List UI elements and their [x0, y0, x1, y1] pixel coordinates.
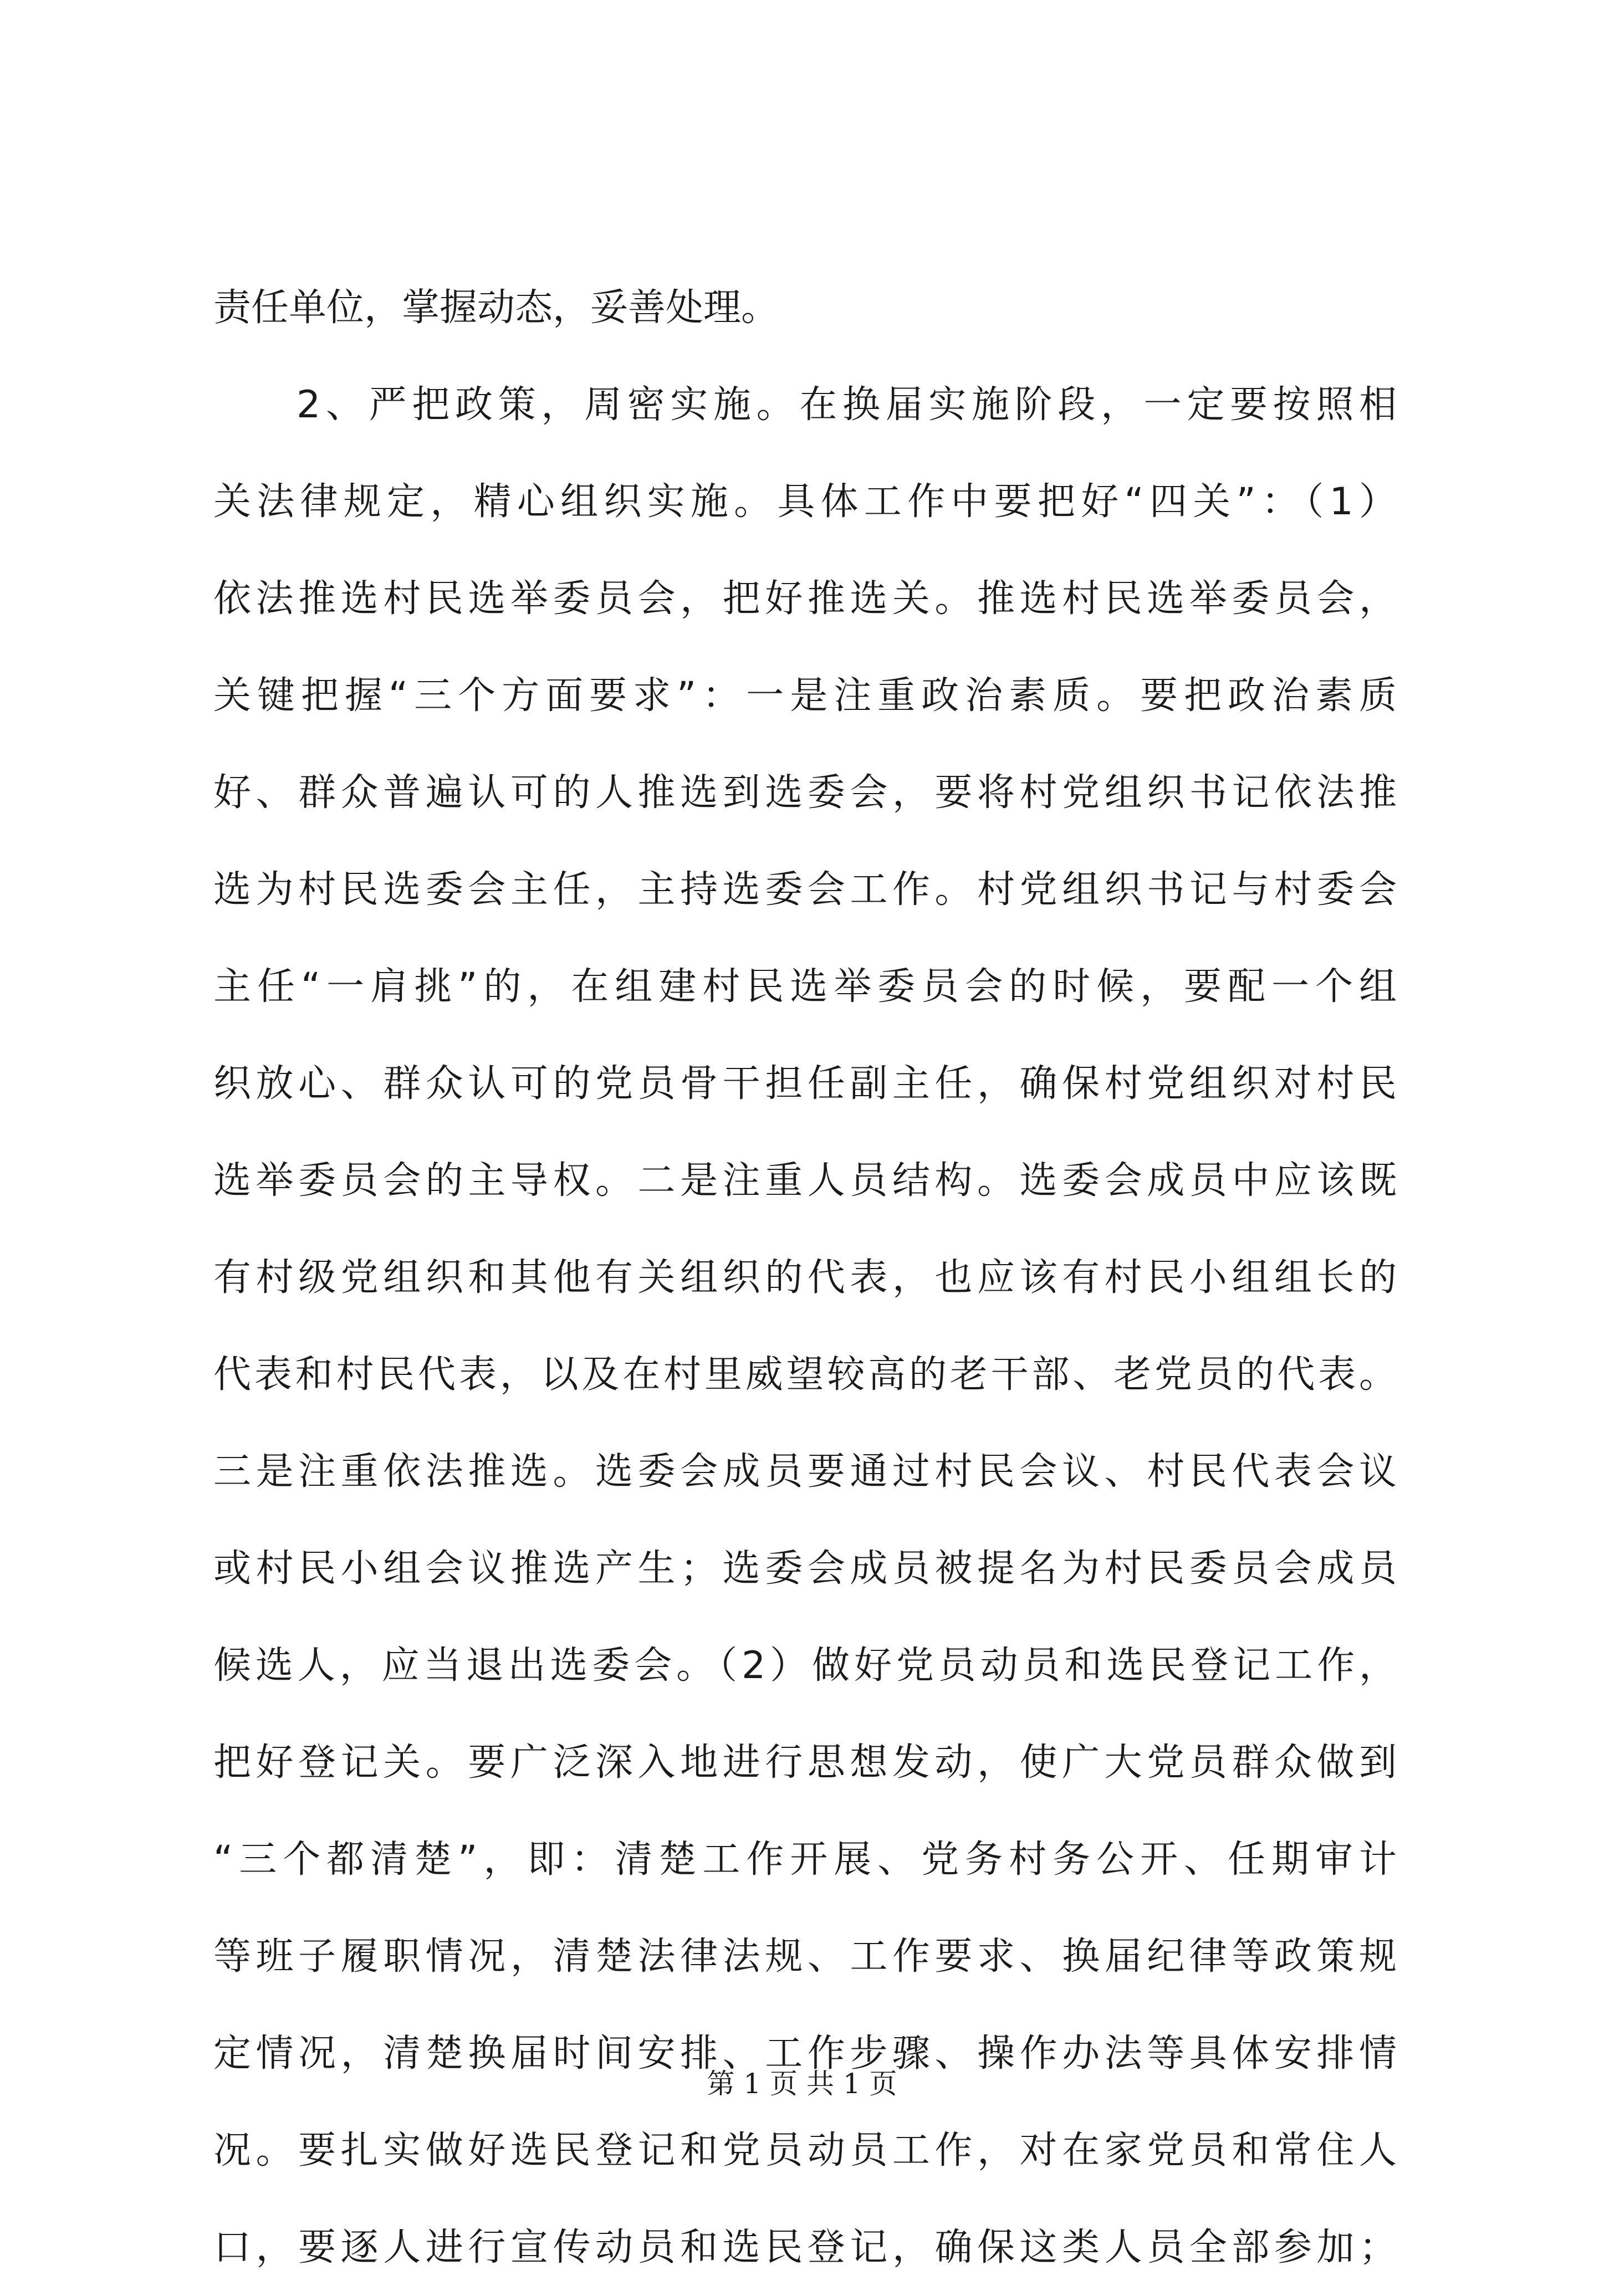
text-line: 关法律规定，精心组织实施。具体工作中要把好“四关”：（1）: [213, 480, 1397, 524]
text-line: 等班子履职情况，清楚法律法规、工作要求、换届纪律等政策规: [213, 1935, 1397, 1978]
text-line: “三个都清楚”，即：清楚工作开展、党务村务公开、任期审计: [213, 1838, 1397, 1881]
text-line-continuation: 责任单位，掌握动态，妥善处理。: [213, 286, 779, 330]
text-line: 选举委员会的主导权。二是注重人员结构。选委会成员中应该既: [213, 1159, 1397, 1203]
text-line: 三是注重依法推选。选委会成员要通过村民会议、村民代表会议: [213, 1450, 1397, 1494]
text-line: 把好登记关。要广泛深入地进行思想发动，使广大党员群众做到: [213, 1741, 1397, 1784]
text-line-paragraph-start: 2、严把政策，周密实施。在换届实施阶段，一定要按照相: [297, 383, 1397, 427]
text-line: 好、群众普遍认可的人推选到选委会，要将村党组织书记依法推: [213, 771, 1397, 815]
text-line: 定情况，清楚换届时间安排、工作步骤、操作办法等具体安排情: [213, 2032, 1397, 2075]
text-line: 织放心、群众认可的党员骨干担任副主任，确保村党组织对村民: [213, 1062, 1397, 1106]
text-line: 关键把握“三个方面要求”：一是注重政治素质。要把政治素质: [213, 674, 1397, 718]
text-line: 有村级党组织和其他有关组织的代表，也应该有村民小组组长的: [213, 1256, 1397, 1300]
document-body: [213, 259, 1397, 2296]
page-number-footer: 第 1 页 共 1 页: [707, 2068, 897, 2100]
text-line: 候选人，应当退出选委会。（2）做好党员动员和选民登记工作，: [213, 1644, 1397, 1688]
text-line: 代表和村民代表，以及在村里威望较高的老干部、老党员的代表。: [213, 1353, 1397, 1397]
text-line: 选为村民选委会主任，主持选委会工作。村党组织书记与村委会: [213, 868, 1397, 912]
text-line: 或村民小组会议推选产生；选委会成员被提名为村民委员会成员: [213, 1547, 1397, 1591]
text-line: 主任“一肩挑”的，在组建村民选举委员会的时候，要配一个组: [213, 965, 1397, 1009]
text-line: 口，要逐人进行宣传动员和选民登记，确保这类人员全部参加；: [213, 2226, 1397, 2269]
text-line: 依法推选村民选举委员会，把好推选关。推选村民选举委员会，: [213, 577, 1397, 621]
text-line: 况。要扎实做好选民登记和党员动员工作，对在家党员和常住人: [213, 2129, 1397, 2172]
